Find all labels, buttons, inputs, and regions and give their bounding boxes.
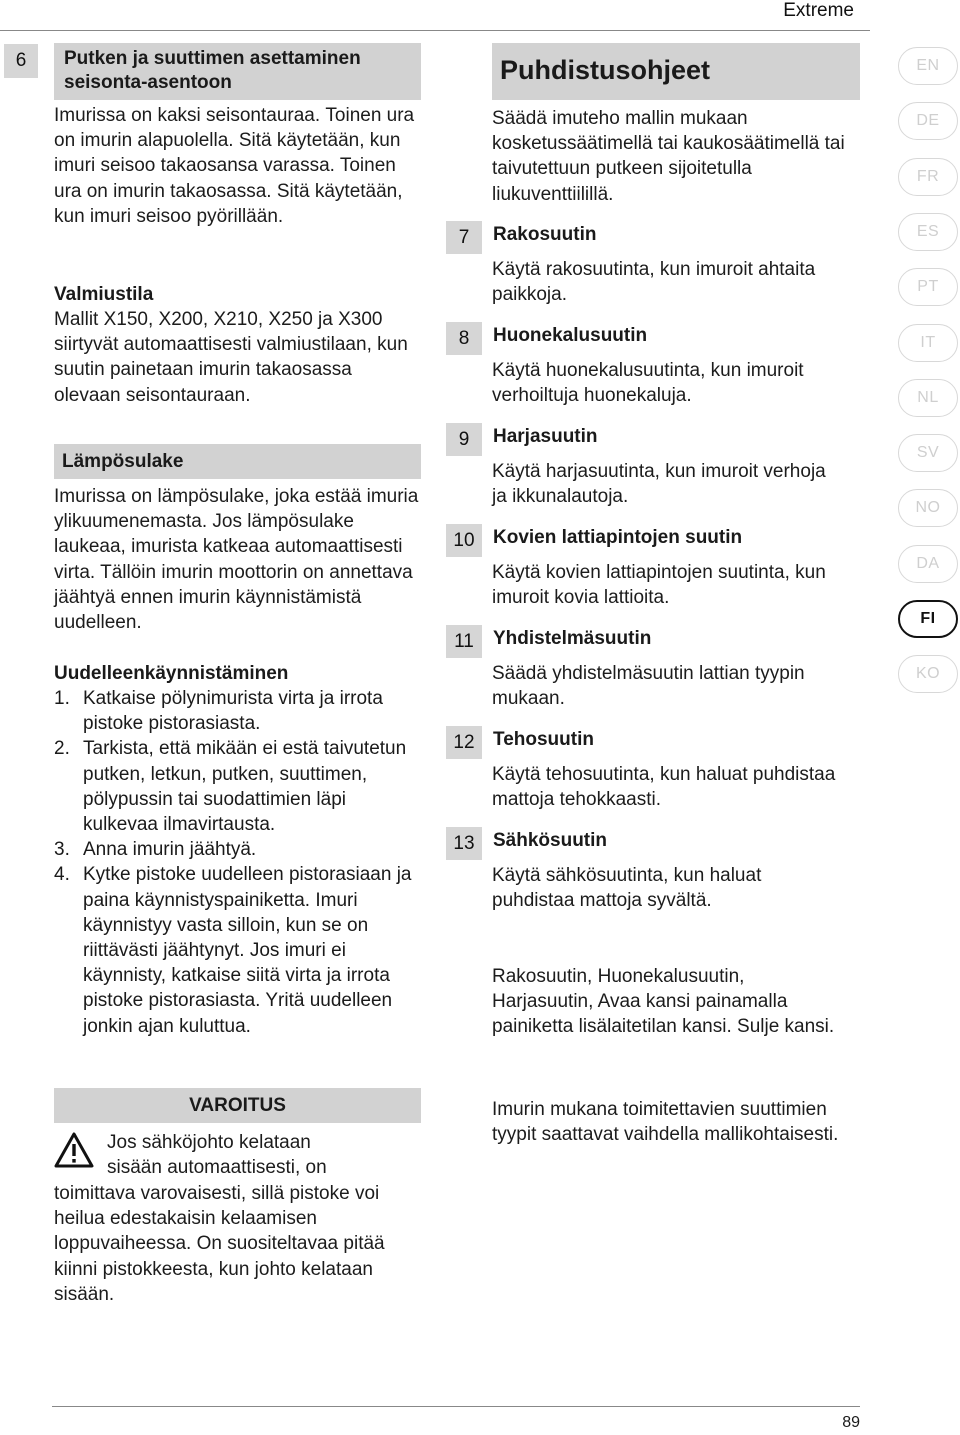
nozzle-description: Käytä rakosuutinta, kun imuroit ahtaita paikkoja. [492, 259, 816, 306]
restart-steps [54, 686, 424, 1039]
nozzle-number-11: 11 [446, 625, 482, 658]
page-number: 89 [842, 1414, 860, 1431]
document-title: Extreme [783, 0, 854, 21]
step-text: Anna imurin jäähtyä. [83, 839, 257, 861]
language-tab-ko[interactable]: KO [898, 655, 958, 693]
nozzle-title: Harjasuutin [493, 426, 598, 447]
list-item [54, 837, 424, 862]
nozzle-number-13: 13 [446, 827, 482, 860]
language-tab-fi[interactable]: FI [898, 600, 958, 638]
standby-body: Mallit X150, X200, X210, X250 ja X300 siirtyvät automaattisesti valmiustilaan, kun suutin painetaan imurin takaosassa olevaan seisontauraan. [54, 309, 408, 406]
warning-line-1: Jos sähköjohto kelataan [107, 1132, 311, 1153]
language-tab-sv[interactable]: SV [898, 434, 958, 472]
section-6-body: Imurissa on kaksi seisontaurаа. Toinen ura on imurin alapuolella. Sitä käytetään, kun imuri seisoo takaosansa varassa. Toinen ura on imurin takaosassa. Sitä käytetään, kun imuri seisoo pyörillään. [54, 105, 415, 227]
language-tab-it[interactable]: IT [898, 324, 958, 362]
nozzle-title: Sähkösuutin [493, 830, 608, 851]
section-6-title: Putken ja suuttimen asettaminen seisonta-asentoon [54, 43, 421, 100]
accessory-compartment-note: Rakosuutin, Huonekalusuutin, Harjasuutin, Avaa kansi painamalla painiketta lisälaitetilan kansi. Sulje kansi. [492, 966, 835, 1038]
step-number: 4. [54, 864, 70, 886]
section-number-6: 6 [4, 44, 38, 78]
language-tab-da[interactable]: DA [898, 545, 958, 583]
nozzle-title: Huonekalusuutin [493, 325, 648, 346]
nozzle-description: Käytä huonekalusuutinta, kun imuroit verhoiltuja huonekaluja. [492, 360, 804, 407]
language-tab-pt[interactable]: PT [898, 268, 958, 306]
nozzle-title: Yhdistelmäsuutin [493, 628, 652, 649]
nozzle-description: Käytä kovien lattiapintojen suutinta, kun imuroit kovia lattioita. [492, 562, 826, 609]
language-tab-en[interactable]: EN [898, 47, 958, 85]
nozzle-description: Käytä tehosuutinta, kun haluat puhdistaa mattoja tehokkaasti. [492, 764, 836, 811]
standby-heading: Valmiustila [54, 284, 154, 305]
language-tab-de[interactable]: DE [898, 102, 958, 140]
header-divider [0, 30, 870, 31]
step-number: 2. [54, 738, 70, 760]
list-item [54, 862, 424, 1038]
warning-body: toimittava varovaisesti, sillä pistoke voi heilua edestakaisin kelaamisen loppuvaiheessa. On suositeltavaa pitää kiinni pistokkeesta, kun johto kelataan sisään. [54, 1183, 385, 1305]
cleaning-instructions-title: Puhdistusohjeet [492, 43, 860, 100]
restart-heading: Uudelleenkäynnistäminen [54, 663, 289, 684]
step-number: 1. [54, 688, 70, 709]
nozzle-title: Kovien lattiapintojen suutin [493, 527, 743, 548]
nozzle-number-7: 7 [446, 221, 482, 254]
language-tab-no[interactable]: NO [898, 489, 958, 527]
nozzle-types-note: Imurin mukana toimitettavien suuttimien tyypit saattavat vaihdella mallikohtaisesti. [492, 1099, 839, 1146]
nozzle-title: Rakosuutin [493, 224, 597, 245]
nozzle-number-9: 9 [446, 423, 482, 456]
list-item [54, 686, 424, 736]
step-text: Kytke pistoke uudelleen pistorasiaan ja paina käynnistyspainiketta. Imuri käynnistyy vasta silloin, kun se on riittävästi jäähtynyt. Jos imuri ei käynnisty, katkaise siitä virta ja irrota pistoke pistorasiasta. Yritä uudelleen jonkin ajan kuluttua. [83, 864, 412, 1037]
step-text: Tarkista, että mikään ei estä taivutetun putken, letkun, putken, suuttimen, pölypussin tai suodattimien läpi kulkevaa ilmavirtausta. [83, 738, 407, 836]
thermal-fuse-body: Imurissa on lämpösulake, joka estää imuria ylikuumenemasta. Jos lämpösulake laukeaa, imurista katkeaa automaattisesti virta. Tällöin imurin moottorin on annettava jäähtyä ennen imurin käynnistämistä uudelleen. [54, 486, 419, 634]
nozzle-description: Käytä sähkösuutinta, kun haluat puhdistaa mattoja syvältä. [492, 865, 762, 912]
warning-line-2: sisään automaattisesti, on [107, 1157, 327, 1178]
language-tab-es[interactable]: ES [898, 213, 958, 251]
nozzle-title: Tehosuutin [493, 729, 594, 750]
list-item [54, 736, 424, 837]
nozzle-number-12: 12 [446, 726, 482, 759]
warning-triangle-icon [54, 1132, 94, 1168]
step-number: 3. [54, 839, 70, 861]
language-tab-fr[interactable]: FR [898, 158, 958, 196]
nozzle-number-8: 8 [446, 322, 482, 355]
language-tab-nl[interactable]: NL [898, 379, 958, 417]
thermal-fuse-heading: Lämpösulake [54, 444, 421, 479]
nozzle-number-10: 10 [446, 524, 482, 557]
step-text: Katkaise pölynimurista virta ja irrota pistoke pistorasiasta. [83, 688, 383, 735]
nozzle-description: Säädä yhdistelmäsuutin lattian tyypin mukaan. [492, 663, 805, 710]
warning-heading: VAROITUS [54, 1088, 421, 1123]
cleaning-intro: Säädä imuteho mallin mukaan kosketussäätimellä tai kaukosäätimellä tai taivutettuun putkeen sijoitetulla liukuventtiilillä. [492, 108, 845, 205]
nozzle-description: Käytä harjasuutinta, kun imuroit verhoja ja ikkunalautoja. [492, 461, 826, 508]
footer-divider [52, 1406, 860, 1407]
